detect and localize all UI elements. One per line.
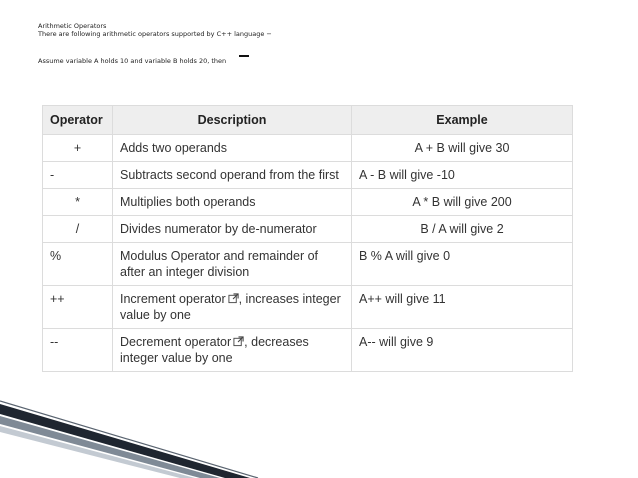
table-row <box>43 189 573 216</box>
decrement-operator-link[interactable]: Decrement operator <box>120 335 232 349</box>
section-title: Arithmetic Operators <box>38 22 107 30</box>
table-row <box>43 135 573 162</box>
table-row <box>43 162 573 189</box>
operator-cell: - <box>43 162 113 189</box>
operator-cell: * <box>43 189 113 216</box>
description-cell <box>113 329 352 372</box>
dash-mark <box>239 55 249 57</box>
intro-block <box>38 22 272 38</box>
example-cell: A + B will give 30 <box>352 135 573 162</box>
header-operator: Operator <box>43 106 113 135</box>
intro-line: There are following arithmetic operators supported by C++ language − <box>38 30 272 38</box>
decorative-corner-stripes <box>0 380 260 478</box>
example-cell: A - B will give -10 <box>352 162 573 189</box>
external-link-icon[interactable] <box>228 293 239 304</box>
description-cell: Modulus Operator and remainder of after an integer division <box>113 243 352 286</box>
operator-cell: % <box>43 243 113 286</box>
operator-cell: + <box>43 135 113 162</box>
header-example: Example <box>352 106 573 135</box>
description-cell: Adds two operands <box>113 135 352 162</box>
table-row <box>43 216 573 243</box>
example-cell: A++ will give 11 <box>352 286 573 329</box>
description-rest: , increases integer value by one <box>120 292 341 322</box>
description-cell: Multiplies both operands <box>113 189 352 216</box>
example-cell: B % A will give 0 <box>352 243 573 286</box>
operators-table <box>42 105 573 372</box>
example-cell: A * B will give 200 <box>352 189 573 216</box>
description-rest: , decreases integer value by one <box>120 335 309 365</box>
description-cell <box>113 286 352 329</box>
header-description: Description <box>113 106 352 135</box>
description-cell: Divides numerator by de-numerator <box>113 216 352 243</box>
example-cell: B / A will give 2 <box>352 216 573 243</box>
table-row <box>43 243 573 286</box>
example-cell: A-- will give 9 <box>352 329 573 372</box>
operator-cell: -- <box>43 329 113 372</box>
external-link-icon[interactable] <box>233 336 244 347</box>
operator-cell: / <box>43 216 113 243</box>
table-header-row <box>43 106 573 135</box>
table-row <box>43 329 573 372</box>
increment-operator-link[interactable]: Increment operator <box>120 292 226 306</box>
operator-cell: ++ <box>43 286 113 329</box>
assume-note: Assume variable A holds 10 and variable B holds 20, then <box>38 57 227 65</box>
table-row <box>43 286 573 329</box>
description-cell: Subtracts second operand from the first <box>113 162 352 189</box>
